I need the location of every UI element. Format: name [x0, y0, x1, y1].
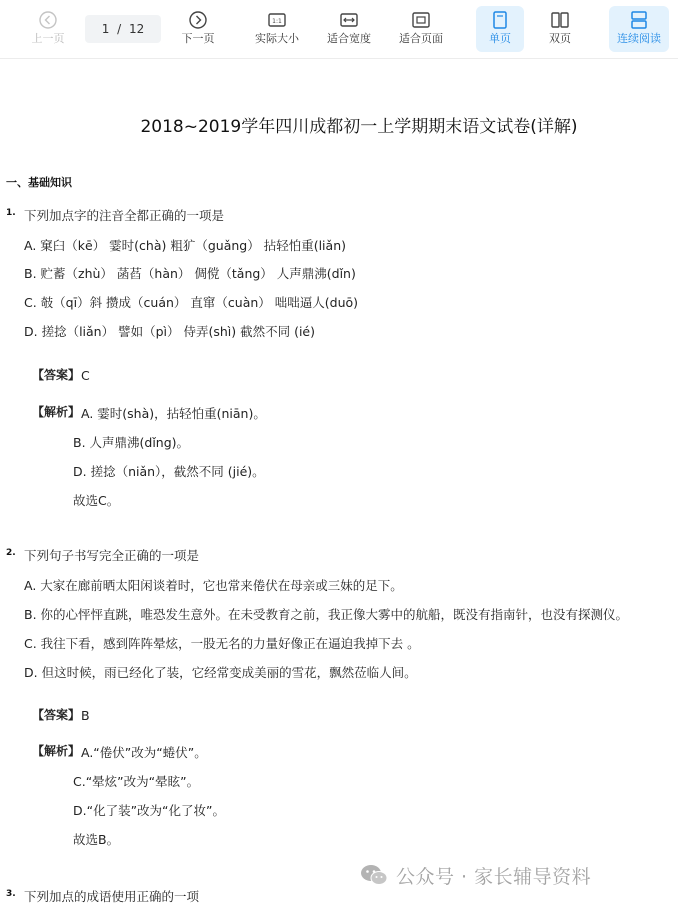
- double-page-button[interactable]: [536, 6, 584, 52]
- continuous-read-button[interactable]: [609, 6, 669, 52]
- fit-page-label: 适合页面: [399, 32, 443, 45]
- prev-page-label: 上一页: [31, 32, 65, 45]
- analysis-line: B. 人声鼎沸(dǐng)。: [73, 435, 190, 450]
- actual-size-label: 实际大小: [255, 32, 299, 45]
- watermark-text: 公众号 · 家长辅导资料: [396, 865, 592, 888]
- actual-size-icon: [267, 10, 287, 30]
- analysis-line: D.“化了装”改为“化了妆”。: [73, 803, 226, 818]
- viewer-toolbar: [0, 0, 678, 59]
- option-c: C. 攲（qī）斜 攒成（cuán） 直窜（cuàn） 咄咄逼人(duō): [24, 295, 359, 310]
- page-number-field[interactable]: [85, 15, 161, 43]
- fit-page-button[interactable]: [392, 6, 450, 52]
- analysis-line: A.“倦伏”改为“蜷伏”。: [81, 745, 207, 760]
- chevron-left-icon: [38, 10, 58, 30]
- analysis-tag: 【解析】: [32, 405, 81, 419]
- option-d: D. 但这时候，雨已经化了装，它经常变成美丽的雪花，飘然莅临人间。: [24, 665, 417, 680]
- current-page: 1: [101, 22, 110, 36]
- answer-value: C: [81, 368, 90, 383]
- fit-width-label: 适合宽度: [327, 32, 371, 45]
- analysis-tag: 【解析】: [32, 744, 81, 758]
- double-page-icon: [550, 10, 570, 30]
- double-page-label: 双页: [549, 32, 571, 45]
- single-page-button[interactable]: [476, 6, 524, 52]
- section-title: 一、基础知识: [6, 176, 72, 189]
- answer-tag: 【答案】: [32, 368, 81, 382]
- watermark: [360, 858, 591, 892]
- fit-page-icon: [411, 10, 431, 30]
- document-title: 2018~2019学年四川成都初一上学期期末语文试卷(详解): [140, 117, 578, 137]
- analysis-line: D. 搓捻（niǎn），截然不同 (jié)。: [73, 464, 265, 479]
- svg-text:1:1: 1:1: [272, 17, 282, 25]
- analysis-line: A. 霎时(shà)，拈轻怕重(niān)。: [81, 406, 266, 421]
- question-text: 下列加点的成语使用正确的一项: [24, 889, 200, 904]
- chevron-right-icon: [188, 10, 208, 30]
- continuous-read-label: 连续阅读: [617, 32, 661, 45]
- single-page-icon: [490, 10, 510, 30]
- option-b: B. 贮蓄（zhù） 菡萏（hàn） 倜傥（tǎng） 人声鼎沸(dǐn): [24, 266, 356, 281]
- question-text: 下列加点字的注音全都正确的一项是: [24, 208, 225, 223]
- answer-value: B: [81, 708, 90, 723]
- answer-tag: 【答案】: [32, 708, 81, 722]
- question-number: 1.: [6, 208, 16, 218]
- question-number: 3.: [6, 889, 16, 899]
- option-a: A. 大家在廊前晒太阳闲谈着时，它也常来倦伏在母亲或三妹的足下。: [24, 578, 403, 593]
- question-number: 2.: [6, 548, 16, 558]
- next-page-label: 下一页: [181, 32, 215, 45]
- option-d: D. 搓捻（liǎn） 譬如（pì） 侍弄(shì) 截然不同 (ié): [24, 324, 315, 339]
- question-text: 下列句子书写完全正确的一项是: [24, 548, 200, 563]
- option-c: C. 我往下看，感到阵阵晕炫，一股无名的力量好像正在逼迫我掉下去 。: [24, 636, 420, 651]
- option-b: B. 你的心怦怦直跳，唯恐发生意外。在未受教育之前，我正像大雾中的航船，既没有指南针，也没有探测仪。: [24, 607, 629, 622]
- fit-width-button[interactable]: [320, 6, 378, 52]
- prev-page-button[interactable]: [22, 6, 74, 52]
- wechat-icon: [360, 863, 388, 887]
- analysis-line: 故选C。: [73, 493, 120, 508]
- total-pages: 12: [129, 22, 145, 36]
- actual-size-button[interactable]: [248, 6, 306, 52]
- next-page-button[interactable]: [172, 6, 224, 52]
- analysis-line: 故选B。: [73, 832, 120, 847]
- single-page-label: 单页: [489, 32, 511, 45]
- continuous-read-icon: [629, 10, 649, 30]
- option-a: A. 窠臼（kē） 霎时(chà) 粗犷（guǎng） 拈轻怕重(liǎn): [24, 238, 346, 253]
- analysis-line: C.“晕炫”改为“晕眩”。: [73, 774, 200, 789]
- fit-width-icon: [339, 10, 359, 30]
- page-separator: /: [117, 22, 122, 36]
